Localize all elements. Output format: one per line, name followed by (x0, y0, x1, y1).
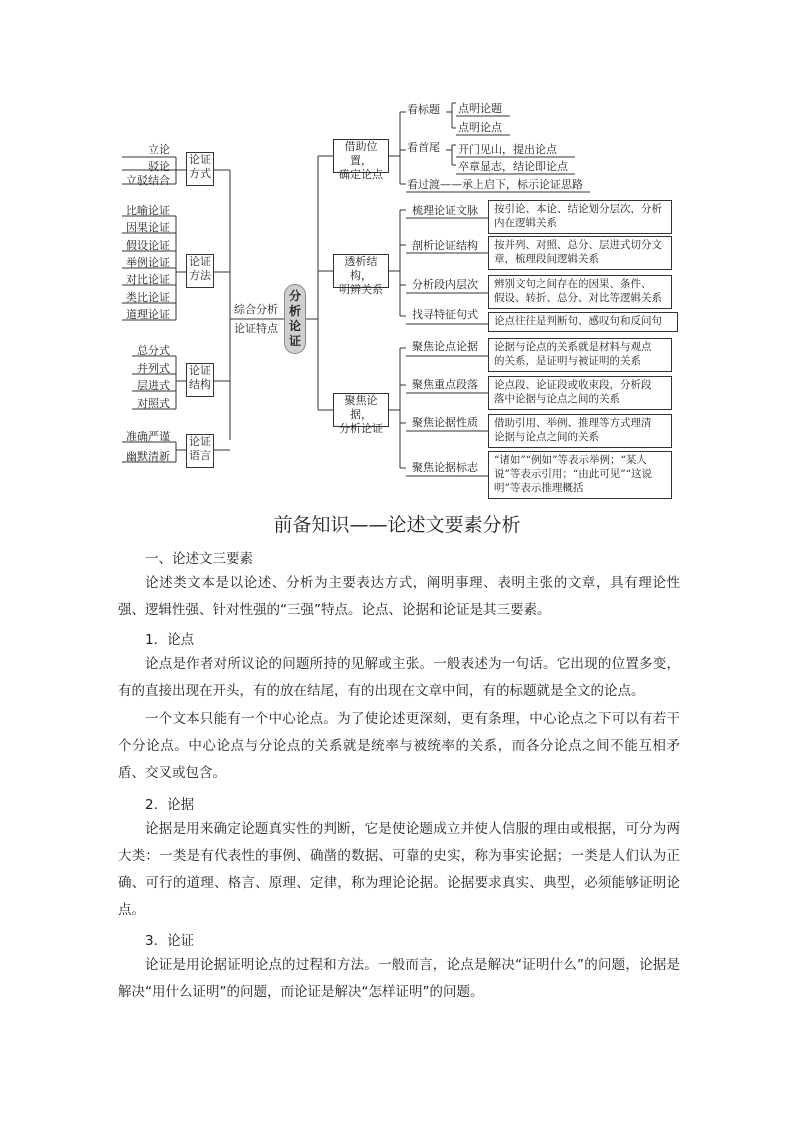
subsection-heading: 1．论点 (145, 632, 195, 648)
right-group-label-evidence (333, 393, 389, 435)
right-row-text-line: 按并列、对照、总分、层进式切分文 (494, 239, 662, 251)
right-row-name: 聚焦论据标志 (412, 461, 478, 474)
right-row-text-line: 假设、转折、总分、对比等逻辑关系 (494, 292, 662, 304)
section-heading: 一、论述文三要素 (145, 551, 253, 567)
left-item: 幽默清新 (126, 450, 170, 463)
center-node (284, 284, 306, 354)
right-group-label-line: 分析论证 (339, 422, 383, 435)
right-row-text-line: 说”等表示引用；“由此可见”“这说 (494, 468, 652, 480)
right-row-text-box (488, 275, 672, 309)
left-item: 总分式 (137, 344, 170, 357)
right-row-name: 聚焦重点段落 (412, 378, 478, 391)
right-row-text-line: 落中论据与论点之间的关系 (494, 393, 620, 405)
left-item: 对照式 (137, 397, 170, 410)
right-row-text-box (488, 414, 672, 448)
document-title: 前备知识——论述文要素分析 (273, 514, 521, 536)
left-connector-line1: 综合分析 (234, 303, 278, 316)
left-item: 举例论证 (126, 256, 170, 269)
left-item: 类比论证 (126, 291, 170, 304)
paragraph: 一个文本只能有一个中心论点。为了使论述更深刻，更有条理，中心论点之下可以有若干个分论点。中心论点与分论点的关系就是统率与被统率的关系，而各分论点之间不能互相矛盾、交叉或包含。 (118, 711, 680, 781)
left-item: 层进式 (137, 379, 170, 392)
paragraph: 论点是作者对所议论的问题所持的见解或主张。一般表述为一句话。它出现的位置多变，有的直接出现在开头，有的放在结尾，有的出现在文章中间，有的标题就是全文的论点。 (118, 656, 680, 699)
right-row-text-box (488, 312, 678, 332)
right-row-text-line: 借助引用、举例、推理等方式理清 (494, 417, 652, 429)
right-row-detail: 点明论点 (458, 121, 502, 134)
left-group-label-method (186, 254, 214, 288)
right-row-text-line: “诸如”“例如”等表示举例；“某人 (494, 454, 647, 466)
right-row-name: 看过渡——承上启下，标示论证思路 (407, 178, 583, 191)
mind-map-diagram (0, 0, 794, 500)
left-group-label-line: 语言 (189, 449, 211, 462)
left-group-label-line: 方式 (189, 167, 211, 180)
right-group-label-line: 聚焦论据， (344, 394, 378, 421)
subsection-heading: 2．论据 (145, 797, 195, 813)
right-row-text-line: 论点段、论证段或收束段，分析段 (494, 379, 652, 391)
left-item: 驳论 (148, 160, 170, 173)
left-group-label-line: 论证 (189, 364, 211, 377)
right-group-label-line: 确定论点 (339, 168, 383, 181)
right-row-text-box (488, 451, 672, 499)
right-row-text-line: 按引论、本论、结论划分层次，分析 (494, 203, 662, 215)
right-row-detail: 点明论题 (458, 102, 502, 115)
right-row-name: 看首尾 (407, 141, 440, 154)
right-row-text-box (488, 200, 672, 234)
left-group-label-method-type (186, 152, 214, 186)
paragraph: 论据是用来确定论题真实性的判断，它是使论题成立并使人信服的理由或根据，可分为两大类：一类是有代表性的事例、确凿的数据、可靠的史实，称为事实论据；一类是人们认为正确、可行的道理、格言、原理、定律，称为理论论据。论据要求真实、典型，必须能够证明论点。 (118, 821, 680, 918)
left-group-label-line: 论证 (189, 255, 211, 268)
right-row-name: 梳理论证文脉 (412, 204, 478, 217)
left-item: 比喻论证 (126, 204, 170, 217)
right-row-detail: 开门见山，提出论点 (458, 143, 557, 156)
left-group-label-line: 结构 (189, 378, 211, 391)
left-item: 因果论证 (126, 221, 170, 234)
left-item: 立论 (148, 143, 170, 156)
left-group-label-line: 方法 (189, 269, 211, 282)
right-row-text-line: 论据与论点之间的关系 (494, 431, 599, 443)
right-row-name: 聚焦论据性质 (412, 416, 478, 429)
left-item: 并列式 (137, 362, 170, 375)
right-group-label-line: 明辨关系 (339, 283, 383, 296)
left-item: 准确严谨 (126, 430, 170, 443)
right-group-label-line: 借助位置， (344, 140, 378, 167)
mind-map-connector-lines (0, 0, 794, 500)
right-row-name: 剖析论证结构 (412, 239, 478, 252)
left-item: 对比论证 (126, 273, 170, 286)
left-item: 立驳结合 (126, 174, 170, 187)
left-group-label-structure (186, 363, 214, 397)
right-row-text-line: 明”等表示推理概括 (494, 482, 584, 494)
paragraph: 论证是用论据证明论点的过程和方法。一般而言，论点是解决“证明什么”的问题，论据是解决“用什么证明”的问题，而论证是解决“怎样证明”的问题。 (118, 957, 680, 1000)
right-row-text-line: 辨别文句之间存在的因果、条件、 (494, 278, 652, 290)
right-group-label-position (333, 139, 389, 181)
right-row-text-line: 内在逻辑关系 (494, 217, 557, 229)
right-group-label-line: 透析结构， (344, 255, 378, 282)
right-group-label-structure (333, 254, 389, 296)
right-row-name: 找寻特征句式 (412, 308, 478, 321)
paragraph: 论述类文本是以论述、分析为主要表达方式，阐明事理、表明主张的文章，具有理论性强、逻辑性强、针对性强的“三强”特点。论点、论据和论证是其三要素。 (118, 575, 680, 618)
left-group-label-line: 论证 (189, 153, 211, 166)
left-connector-line2: 论证特点 (234, 322, 278, 335)
left-group-label-language (186, 434, 214, 468)
right-row-text-line: 论据与论点的关系就是材料与观点 (494, 341, 652, 353)
right-row-text-line: 章，梳理段间逻辑关系 (494, 253, 599, 265)
left-item: 假设论证 (126, 239, 170, 252)
right-row-name: 聚焦论点论据 (412, 340, 478, 353)
right-row-name: 分析段内层次 (412, 278, 478, 291)
left-group-label-line: 论证 (189, 435, 211, 448)
right-row-text-line: 的关系，是证明与被证明的关系 (494, 355, 641, 367)
center-node-label: 分析论证 (289, 289, 302, 348)
right-row-text-box (488, 338, 672, 372)
subsection-heading: 3．论证 (145, 933, 195, 949)
right-row-text-box (488, 376, 672, 410)
right-row-name: 看标题 (407, 103, 440, 116)
right-row-text-line: 论点往往是判断句、感叹句和反问句 (494, 315, 662, 327)
right-row-detail: 卒章显志，结论即论点 (458, 160, 568, 173)
right-row-text-box (488, 236, 672, 270)
left-item: 道理论证 (126, 308, 170, 321)
